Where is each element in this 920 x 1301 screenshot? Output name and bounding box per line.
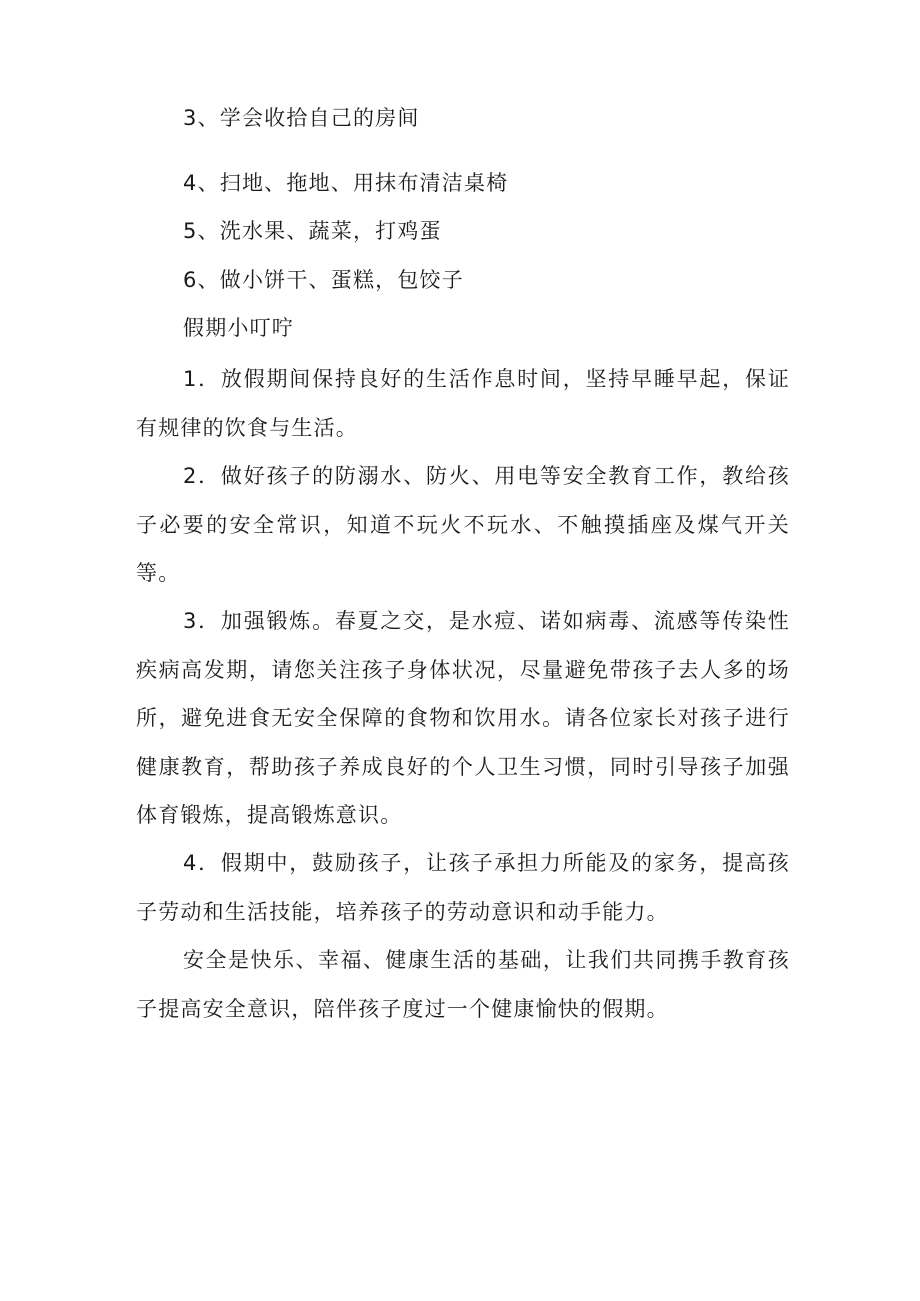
reminder-paragraph: 3．加强锻炼。春夏之交，是水痘、诺如病毒、流感等传染性疾病高发期，请您关注孩子身体状况，尽量避免带孩子去人多的场所，避免进食无安全保障的食物和饮用水。请各位家长对孩子进行健康教育，帮助孩子养成良好的个人卫生习惯，同时引导孩子加强体育锻炼，提高锻炼意识。: [136, 609, 790, 827]
list-item: 3、学会收拾自己的房间: [183, 106, 420, 130]
closing-paragraph: 安全是快乐、幸福、健康生活的基础，让我们共同携手教育孩子提高安全意识，陪伴孩子度过一个健康愉快的假期。: [136, 948, 790, 1021]
list-item: 5、洗水果、蔬菜，打鸡蛋: [183, 219, 442, 243]
reminder-paragraph: 2．做好孩子的防溺水、防火、用电等安全教育工作，教给孩子必要的安全常识，知道不玩火不玩水、不触摸插座及煤气开关等。: [136, 464, 790, 585]
list-item: 4、扫地、拖地、用抹布清洁桌椅: [183, 171, 509, 195]
section-heading: 假期小叮咛: [183, 316, 294, 340]
list-item: 6、做小饼干、蛋糕，包饺子: [183, 268, 464, 292]
reminder-paragraph: 1．放假期间保持良好的生活作息时间，坚持早睡早起，保证有规律的饮食与生活。: [136, 367, 790, 440]
reminder-paragraph: 4．假期中，鼓励孩子，让孩子承担力所能及的家务，提高孩子劳动和生活技能，培养孩子的劳动意识和动手能力。: [136, 851, 790, 924]
